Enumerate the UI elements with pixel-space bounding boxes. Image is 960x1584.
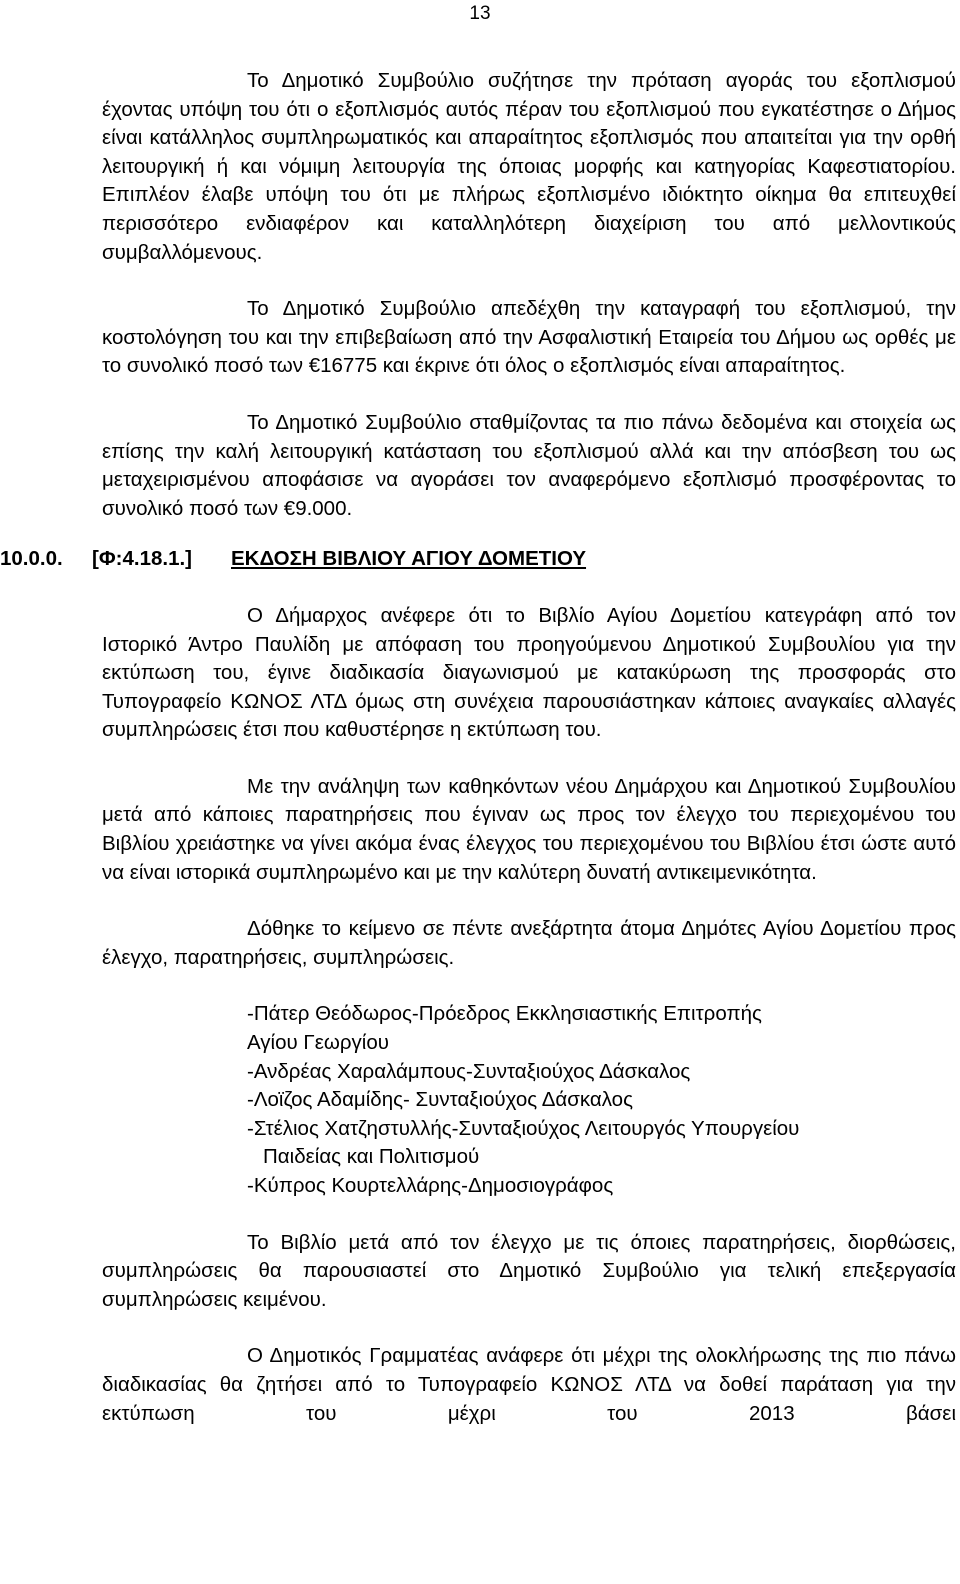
section-heading bbox=[0, 545, 956, 574]
list-item bbox=[247, 1000, 956, 1057]
paragraph-equipment-discussion: Το Δημοτικό Συμβούλιο συζήτησε την πρόταση αγοράς του εξοπλισμού έχοντας υπόψη του ότι ο εξοπλισμός αυτός πέραν του εξοπλισμού που εγκατέστησε ο Δήμος είναι κατάλληλος συμπληρωματικός και απαραίτητος εξοπλισμός που απαιτείται για την ορθή λειτουργική ή και νόμιμη λειτουργία της όποιας μορφής και κατηγορίας Καφεστιατορίου. Επιπλέον έλαβε υπόψη του ότι με πλήρως εξοπλισμένο ιδιόκτητο οίκημα θα επιτευχθεί περισσότερο ενδιαφέρον και καταλληλότερη διαχείριση του από μελλοντικούς συμβαλλόμενους. bbox=[102, 69, 956, 264]
list-item bbox=[247, 1058, 956, 1087]
list-item bbox=[247, 1172, 956, 1201]
reviewer-line: -Ανδρέας Χαραλάμπους-Συνταξιούχος Δάσκαλος bbox=[247, 1059, 691, 1083]
reviewer-line: -Κύπρος Κουρτελλάρης-Δημοσιογράφος bbox=[247, 1174, 614, 1197]
document-body bbox=[0, 67, 956, 1428]
paragraph-new-review: Με την ανάληψη των καθηκόντων νέου Δημάρχου και Δημοτικού Συμβουλίου μετά από κάποιες παρατηρήσεις που έγιναν ως προς τον έλεγχο του περιεχομένου του Βιβλίου χρειάστηκε να γίνει ακόμα ένας έλεγχος του περιεχομένου του Βιβλίου έτσι ώστε αυτό να είναι ιστορικά συμπληρωμένο και με την καλύτερη δυνατή αντικειμενικότητα. bbox=[102, 774, 956, 884]
reviewers-list bbox=[247, 1000, 956, 1200]
section-title: ΕΚΔΟΣΗ ΒΙΒΛΙΟΥ ΑΓΙΟΥ ΔΟΜΕΤΙΟΥ bbox=[231, 547, 587, 571]
list-item bbox=[247, 1115, 956, 1172]
paragraph-book-final-review: Το Βιβλίο μετά από τον έλεγχο με τις όποιες παρατηρήσεις, διορθώσεις, συμπληρώσεις θα παρουσιαστεί στο Δημοτικό Συμβούλιο για τελική επεξεργασία συμπληρώσεις κειμένου. bbox=[102, 1230, 956, 1311]
reviewer-line-continued: Παιδείας και Πολιτισμού bbox=[263, 1145, 480, 1169]
reviewer-line-continued: Αγίου Γεωργίου bbox=[247, 1031, 389, 1055]
list-item bbox=[247, 1086, 956, 1115]
page-number: 13 bbox=[469, 3, 491, 24]
paragraph-equipment-decision: Το Δημοτικό Συμβούλιο σταθμίζοντας τα πιο πάνω δεδομένα και στοιχεία ως επίσης την καλή λειτουργική κατάσταση του εξοπλισμού αλλά και την απόσβεση του ως μεταχειρισμένου αποφάσισε να αγοράσει τον αναφερόμενο εξοπλισμό προσφέροντας το συνολικό ποσό των €9.000. bbox=[102, 410, 956, 520]
section-file-code: [Φ:4.18.1.] bbox=[92, 547, 192, 571]
section-number: 10.0.0. bbox=[0, 547, 63, 571]
reviewer-line: -Λοϊζος Αδαμίδης- Συνταξιούχος Δάσκαλος bbox=[247, 1088, 633, 1112]
reviewer-line: -Στέλιος Χατζηστυλλής-Συνταξιούχος Λειτουργός Υπουργείου bbox=[247, 1116, 800, 1140]
paragraph-reviewers-intro: Δόθηκε το κείμενο σε πέντε ανεξάρτητα άτομα Δημότες Αγίου Δομετίου προς έλεγχο, παρατηρήσεις, συμπληρώσεις. bbox=[102, 917, 956, 969]
paragraph-secretary-extension: Ο Δημοτικός Γραμματέας ανάφερε ότι μέχρι της ολοκλήρωσης της πιο πάνω διαδικασίας θα ζητήσει από το Τυπογραφείο ΚΩΝΟΣ ΛΤΔ να δοθεί παράταση για την εκτύπωση του μέχρι του 2013 βάσει bbox=[102, 1344, 956, 1425]
paragraph-equipment-acceptance: Το Δημοτικό Συμβούλιο απεδέχθη την καταγραφή του εξοπλισμού, την κοστολόγηση του και την επιβεβαίωση από την Ασφαλιστική Εταιρεία του Δήμου ως ορθές με το συνολικό ποσό των €16775 και έκρινε ότι όλος ο εξοπλισμός είναι απαραίτητος. bbox=[102, 297, 956, 378]
paragraph-book-history: Ο Δήμαρχος ανέφερε ότι το Βιβλίο Αγίου Δομετίου κατεγράφη από τον Ιστορικό Άντρο Παυλίδη με απόφαση του προηγούμενου Δημοτικού Συμβουλίου για την εκτύπωση του, έγινε διαδικασία διαγωνισμού με κατακύρωση της προσφοράς στο Τυπογραφείο ΚΩΝΟΣ ΛΤΔ όμως στη συνέχεια παρουσιάστηκαν κάποιες αναγκαίες αλλαγές συμπληρώσεις έτσι που καθυστέρησε η εκτύπωση του. bbox=[102, 603, 956, 742]
reviewer-line: -Πάτερ Θεόδωρος-Πρόεδρος Εκκλησιαστικής Επιτροπής bbox=[247, 1002, 762, 1026]
